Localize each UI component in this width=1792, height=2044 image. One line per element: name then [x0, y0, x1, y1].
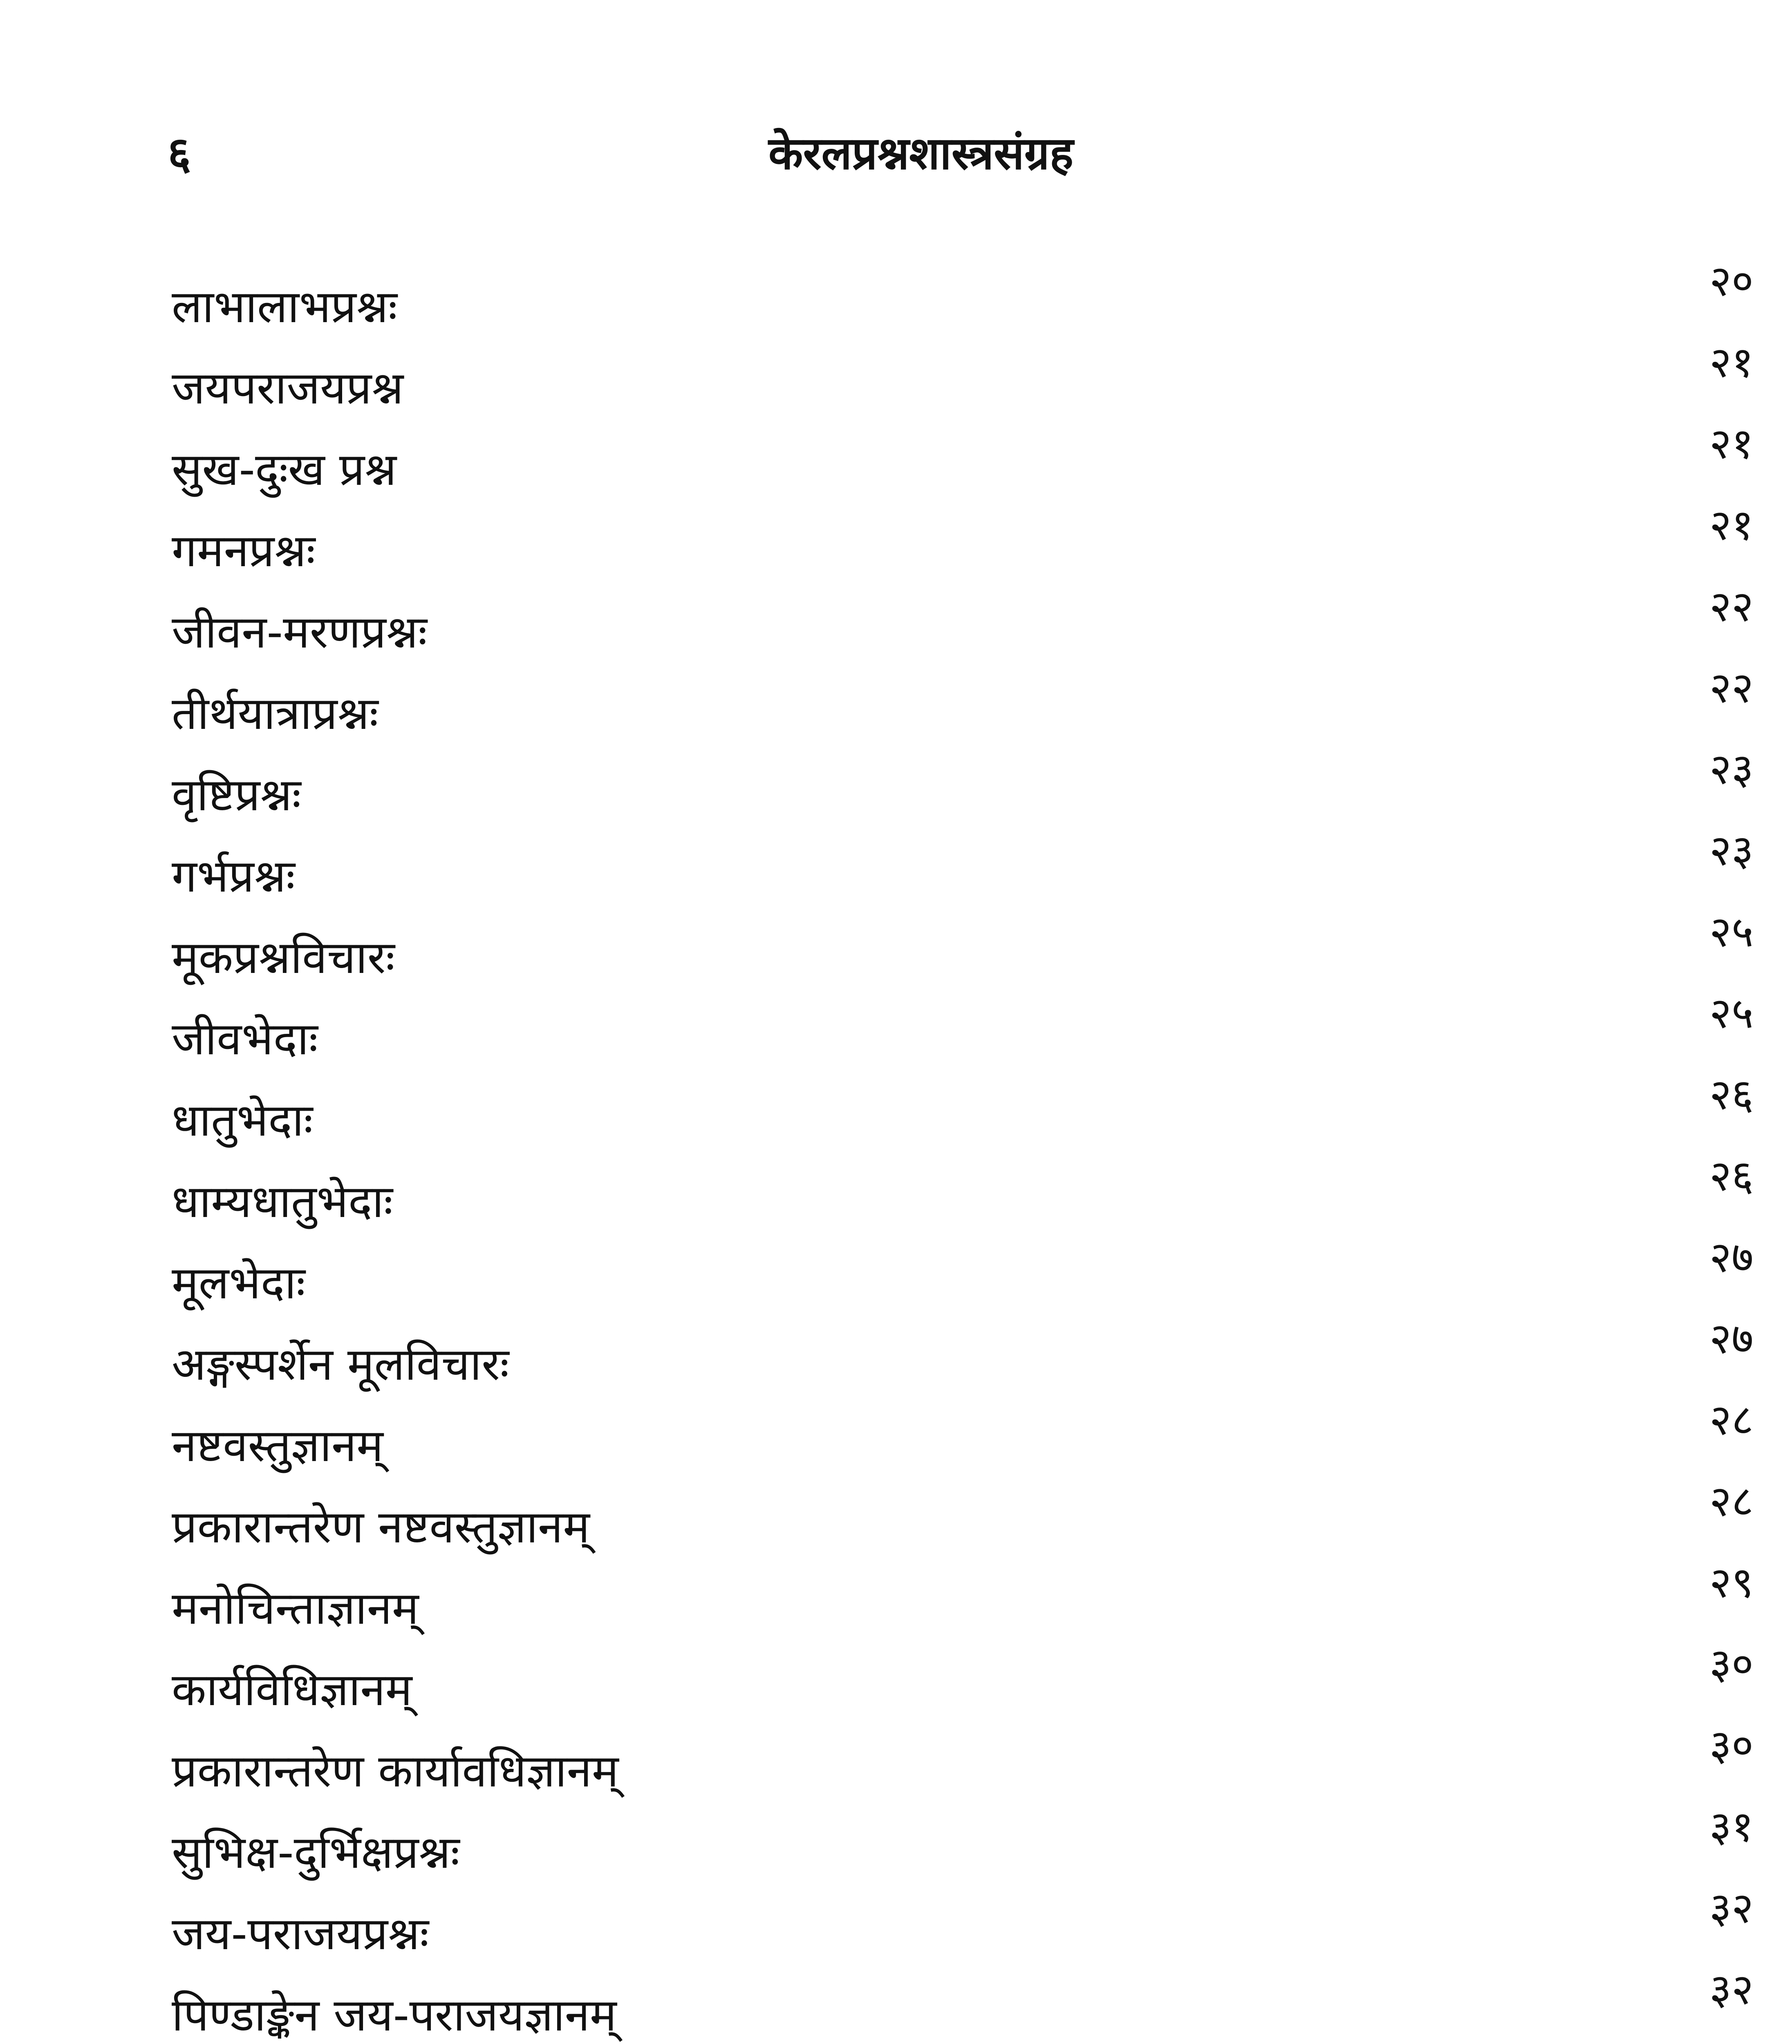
- toc-entry-title: गर्भप्रश्नः: [172, 850, 295, 902]
- toc-entry-page-number: २९: [1709, 1558, 1754, 1607]
- toc-entry-page-number: २२: [1709, 663, 1754, 713]
- toc-entry-page-number: २८: [1709, 1395, 1754, 1445]
- toc-entry: [172, 416, 1762, 498]
- toc-entry-page-number: ३०: [1709, 1720, 1754, 1770]
- toc-entry: [172, 1799, 1762, 1880]
- toc-entry-title: मनोचिन्ताज्ञानम्: [172, 1582, 419, 1634]
- toc-entry-title: धाम्यधातुभेदाः: [172, 1175, 393, 1228]
- toc-entry: [172, 986, 1762, 1067]
- toc-entry: [172, 1962, 1762, 2043]
- toc-entry-title: वृष्टिप्रश्नः: [172, 769, 301, 821]
- toc-entry: [172, 498, 1762, 579]
- page-number: ६: [168, 127, 191, 179]
- toc-entry: [172, 253, 1762, 335]
- toc-entry-title: मूलभेदाः: [172, 1257, 305, 1309]
- toc-entry-page-number: २२: [1709, 581, 1754, 631]
- toc-entry-title: जीवन-मरणप्रश्नः: [172, 606, 427, 658]
- toc-entry: [172, 1392, 1762, 1474]
- toc-entry-title: नष्टवस्तुज्ञानम्: [172, 1419, 383, 1472]
- toc-entry-title: जयपराजयप्रश्न: [172, 362, 404, 414]
- toc-entry-title: पिण्डाङ्केन जय-पराजयज्ञानम्: [172, 1989, 617, 2041]
- toc-entry-page-number: २१: [1709, 500, 1754, 550]
- toc-entry-page-number: २७: [1709, 1313, 1754, 1363]
- toc-entry: [172, 1636, 1762, 1718]
- toc-entry-title: सुख-दुःख प्रश्न: [172, 443, 396, 495]
- toc-entry-page-number: २६: [1709, 1069, 1754, 1119]
- toc-entry-page-number: ३०: [1709, 1639, 1754, 1689]
- toc-entry-title: अङ्गस्पर्शेन मूलविचारः: [172, 1338, 509, 1390]
- toc-entry-title: सुभिक्ष-दुर्भिक्षप्रश्नः: [172, 1826, 460, 1878]
- toc-entry: [172, 1474, 1762, 1555]
- toc-entry-page-number: ३२: [1709, 1964, 1754, 2014]
- toc-entry-page-number: २१: [1709, 337, 1754, 387]
- toc-entry-title: कार्यविधिज्ञानम्: [172, 1663, 412, 1716]
- toc-entry: [172, 1718, 1762, 1799]
- toc-entry: [172, 1555, 1762, 1636]
- toc-entry-page-number: २१: [1709, 419, 1754, 468]
- toc-entry-page-number: २५: [1709, 907, 1754, 957]
- running-title: केरलप्रश्नशास्त्रसंग्रह: [768, 127, 1074, 179]
- toc-entry-page-number: २३: [1709, 744, 1754, 794]
- toc-entry-page-number: २०: [1709, 256, 1754, 306]
- toc-entry: [172, 1880, 1762, 1962]
- toc-entry: [172, 742, 1762, 823]
- page-header: [0, 123, 1792, 204]
- toc-entry-title: जय-पराजयप्रश्नः: [172, 1907, 429, 1960]
- toc-entry: [172, 823, 1762, 904]
- toc-entry-page-number: २३: [1709, 825, 1754, 875]
- toc-entry-title: जीवभेदाः: [172, 1013, 318, 1065]
- toc-entry: [172, 904, 1762, 986]
- toc-entry: [172, 1311, 1762, 1392]
- toc-entry-title: मूकप्रश्नविचारः: [172, 931, 395, 984]
- toc-entry-title: प्रकारान्तरेण नष्टवस्तुज्ञानम्: [172, 1501, 590, 1553]
- toc-entry: [172, 335, 1762, 416]
- toc-entry: [172, 579, 1762, 660]
- toc-entry-page-number: २६: [1709, 1151, 1754, 1201]
- toc-entry-page-number: ३१: [1709, 1802, 1754, 1851]
- toc-entry-title: धातुभेदाः: [172, 1094, 313, 1146]
- toc-entry-title: तीर्थयात्राप्रश्नः: [172, 687, 379, 740]
- toc-entry-page-number: २८: [1709, 1476, 1754, 1526]
- toc-entry: [172, 1067, 1762, 1148]
- toc-entry-title: गमनप्रश्नः: [172, 524, 316, 577]
- contents-list: [172, 253, 1762, 2044]
- toc-entry: [172, 660, 1762, 742]
- toc-entry-page-number: २५: [1709, 988, 1754, 1038]
- toc-entry-page-number: २७: [1709, 1232, 1754, 1282]
- toc-entry-page-number: ३२: [1709, 1883, 1754, 1933]
- toc-entry: [172, 1148, 1762, 1230]
- toc-entry-title: प्रकारान्तरेण कार्यावधिज्ञानम्: [172, 1745, 619, 1797]
- toc-entry-title: लाभालाभप्रश्नः: [172, 280, 397, 333]
- toc-entry: [172, 1230, 1762, 1311]
